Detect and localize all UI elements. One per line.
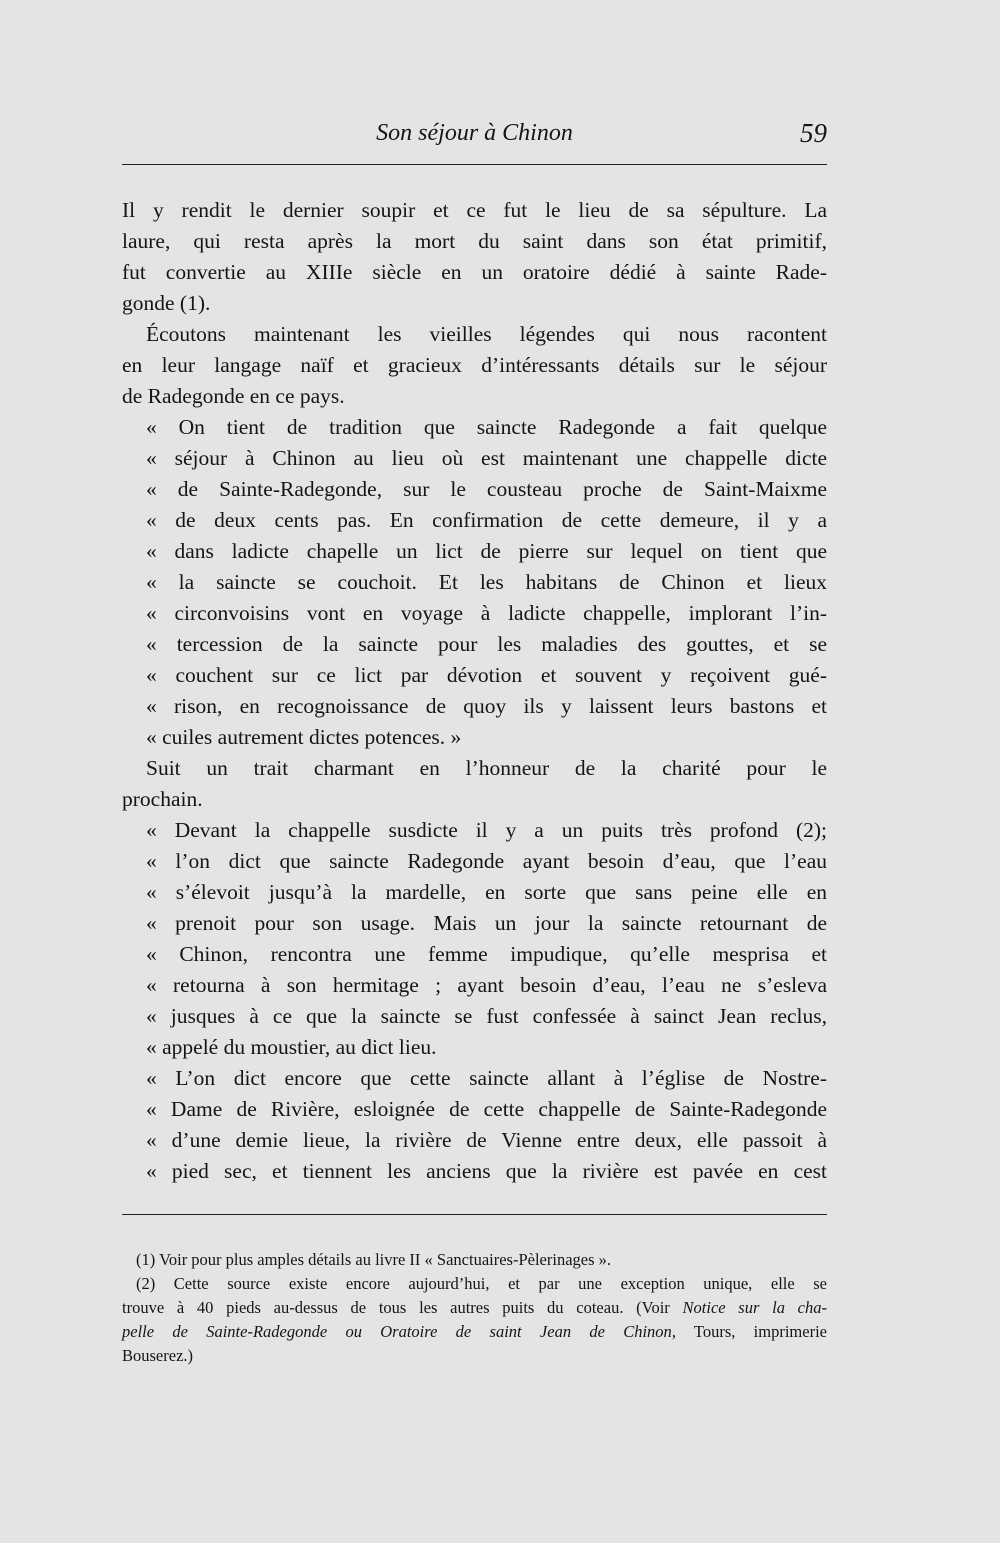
body-line: « pied sec, et tiennent les anciens que la rivière est pavée en cest (146, 1159, 827, 1183)
body-line: « de deux cents pas. En confirmation de cette demeure, il y a (146, 508, 827, 532)
running-head (122, 118, 827, 152)
body-line: « prenoit pour son usage. Mais un jour la saincte retournant de (146, 911, 827, 935)
footnote-1: (1) Voir pour plus amples détails au livre II « Sanctuaires-Pèlerinages ». (136, 1250, 612, 1269)
body-line: « appelé du moustier, au dict lieu. (146, 1035, 437, 1059)
body-line: « l’on dict que saincte Radegonde ayant besoin d’eau, que l’eau (146, 849, 827, 873)
body-line: « séjour à Chinon au lieu où est maintenant une chappelle dicte (146, 446, 827, 470)
body-line: Suit un trait charmant en l’honneur de la charité pour le (146, 756, 827, 780)
body-line: « la saincte se couchoit. Et les habitans de Chinon et lieux (146, 570, 827, 594)
body-line: Il y rendit le dernier soupir et ce fut le lieu de sa sépulture. La (122, 198, 827, 222)
body-line: « retourna à son hermitage ; ayant besoin d’eau, l’eau ne s’esleva (146, 973, 827, 997)
body-line: « Devant la chappelle susdicte il y a un puits très profond (2); (146, 818, 827, 842)
body-line: de Radegonde en ce pays. (122, 384, 345, 408)
page-number: 59 (800, 118, 827, 148)
footnote-2-line-4: Bouserez.) (122, 1346, 194, 1365)
footnote-2-text-b: , Tours, imprimerie (671, 1322, 827, 1341)
body-line: « Dame de Rivière, esloignée de cette chappelle de Sainte-Radegonde (146, 1097, 827, 1121)
footnote-2-line-2 (122, 1296, 827, 1320)
body-line: « d’une demie lieue, la rivière de Vienne entre deux, elle passoit à (146, 1128, 827, 1152)
body-line: prochain. (122, 787, 203, 811)
footnote-2-title-a: Notice sur la cha- (682, 1298, 827, 1317)
body-line: « rison, en recognoissance de quoy ils y laissent leurs bastons et (146, 694, 827, 718)
body-line: « tercession de la saincte pour les maladies des gouttes, et se (146, 632, 827, 656)
footnote-2-line-1: (2) Cette source existe encore aujourd’hui, et par une exception unique, elle se (136, 1274, 827, 1293)
body-line: « On tient de tradition que saincte Radegonde a fait quelque (146, 415, 827, 439)
footnote-2-title-b: pelle de Sainte-Radegonde ou Oratoire de saint Jean de Chinon (122, 1322, 672, 1341)
body-line: « de Sainte-Radegonde, sur le cousteau proche de Saint-Maixme (146, 477, 827, 501)
body-line: « couchent sur ce lict par dévotion et souvent y reçoivent gué- (146, 663, 827, 687)
body-line: « circonvoisins vont en voyage à ladicte chappelle, implorant l’in- (146, 601, 827, 625)
body-line: « jusques à ce que la saincte se fust confessée à sainct Jean reclus, (146, 1004, 827, 1028)
header-rule (122, 164, 827, 165)
body-line: « dans ladicte chapelle un lict de pierre sur lequel on tient que (146, 539, 827, 563)
body-line: gonde (1). (122, 291, 211, 315)
running-title: Son séjour à Chinon (376, 120, 573, 146)
footnotes (122, 1248, 827, 1368)
body-line: « Chinon, rencontra une femme impudique, qu’elle mesprisa et (146, 942, 827, 966)
body-line: Écoutons maintenant les vieilles légendes qui nous racontent (146, 322, 827, 346)
body-line: « cuiles autrement dictes potences. » (146, 725, 462, 749)
body-line: laure, qui resta après la mort du saint dans son état primitif, (122, 229, 827, 253)
body-line: en leur langage naïf et gracieux d’intéressants détails sur le séjour (122, 353, 827, 377)
footnote-rule (122, 1214, 827, 1215)
body-text (122, 195, 827, 1187)
footnote-2-text-a: trouve à 40 pieds au-dessus de tous les autres puits du coteau. (Voir (122, 1298, 683, 1317)
body-line: « s’élevoit jusqu’à la mardelle, en sorte que sans peine elle en (146, 880, 827, 904)
body-line: « L’on dict encore que cette saincte allant à l’église de Nostre- (146, 1066, 827, 1090)
body-line: fut convertie au XIIIe siècle en un oratoire dédié à sainte Rade- (122, 260, 827, 284)
footnote-2-line-3 (122, 1320, 827, 1344)
